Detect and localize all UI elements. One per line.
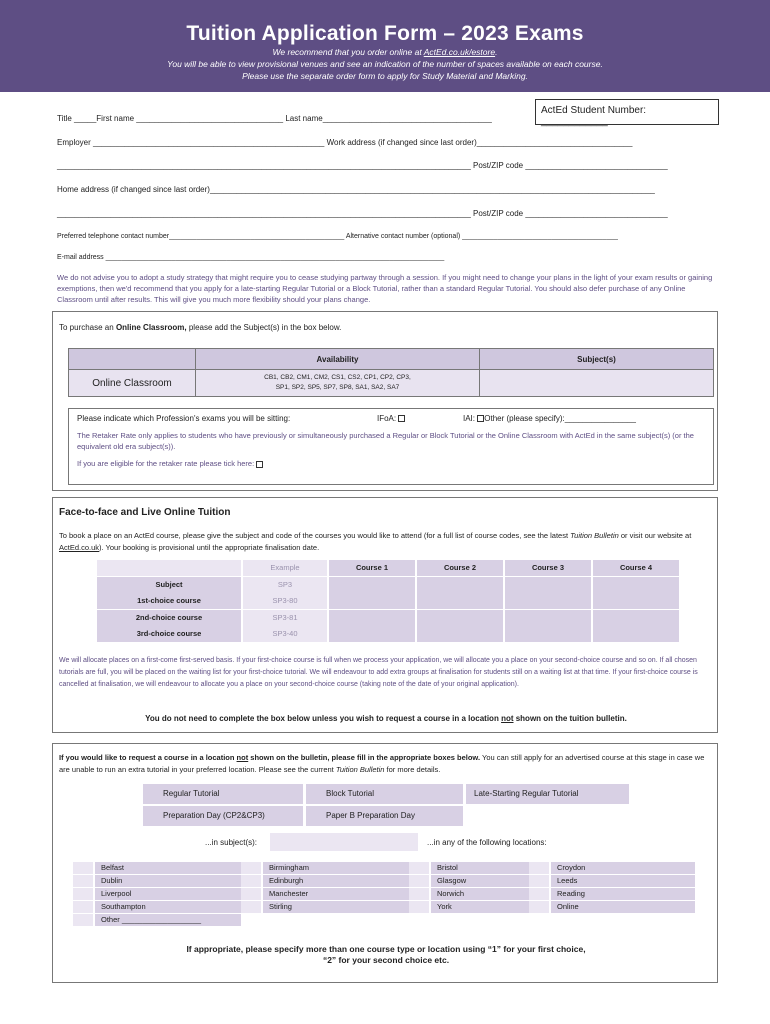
header-line-3: Please use the separate order form to apply for Study Material and Marking. <box>242 71 528 81</box>
location-preference-box[interactable] <box>73 888 93 900</box>
location-preference-box[interactable] <box>409 862 429 874</box>
location-option: York <box>431 901 529 913</box>
ifoa-checkbox[interactable] <box>398 415 405 422</box>
location-note: You do not need to complete the box below unless you wish to request a course in a location not shown on the tuition bulletin. <box>145 714 627 723</box>
phone-fields[interactable]: Preferred telephone contact number_____________________________________________ Alternative contact number (optional) ________________________________________ <box>57 233 618 240</box>
course-type-grid <box>143 784 629 826</box>
course-input-cell[interactable] <box>505 593 591 609</box>
course-input-cell[interactable] <box>329 626 415 642</box>
online-classroom-label: Online Classroom <box>69 370 196 397</box>
in-locations-label: ...in any of the following locations: <box>427 838 547 847</box>
location-option: Stirling <box>263 901 409 913</box>
example-cell: SP3-81 <box>243 610 327 626</box>
retaker-tick[interactable]: If you are eligible for the retaker rate please tick here: <box>77 459 263 468</box>
availability-header: Availability <box>196 349 480 370</box>
course-input-cell[interactable] <box>505 610 591 626</box>
location-option: Reading <box>551 888 695 900</box>
course-header-4: Course 4 <box>593 560 679 576</box>
course-header-3: Course 3 <box>505 560 591 576</box>
request-intro: If you would like to request a course in a location not shown on the bulletin, please fill in the appropriate boxes below. You can still apply for an advertised course at this stage in case we are unable to run an extra tutorial in your preferred location. Please see the current Tuition Bulletin for more details. <box>59 753 705 774</box>
location-option: Glasgow <box>431 875 529 887</box>
course-row-label: Subject <box>97 577 241 593</box>
course-row-label: 2nd-choice course <box>97 610 241 626</box>
location-option: Southampton <box>95 901 241 913</box>
form-title: Tuition Application Form – 2023 Exams <box>186 22 584 45</box>
availability-cell: CB1, CB2, CM1, CM2, CS1, CS2, CP1, CP2, CP3, SP1, SP2, SP5, SP7, SP8, SA1, SA2, SA7 <box>196 370 480 397</box>
course-input-cell[interactable] <box>593 593 679 609</box>
header-line-2: You will be able to view provisional venues and see an indication of the number of spaces available on each course. <box>167 59 603 69</box>
course-input-cell[interactable] <box>417 577 503 593</box>
course-grid <box>97 560 693 641</box>
form-header <box>0 0 770 92</box>
location-preference-box[interactable] <box>529 888 549 900</box>
course-row-label: 1st-choice course <box>97 593 241 609</box>
course-row-label: 3rd-choice course <box>97 626 241 642</box>
online-classroom-subjects-input[interactable] <box>480 370 714 397</box>
work-address-field[interactable]: _____________________________________________________________________________________________ Post/ZIP code ________________________________ <box>57 161 668 170</box>
type-block-tutorial[interactable]: Block Tutorial <box>306 784 463 804</box>
course-input-cell[interactable] <box>329 577 415 593</box>
grid-corner <box>97 560 241 576</box>
in-subjects-label: ...in subject(s): <box>205 838 258 847</box>
profession-box <box>68 408 714 485</box>
location-option: Croydon <box>551 862 695 874</box>
location-option: Leeds <box>551 875 695 887</box>
course-input-cell[interactable] <box>505 577 591 593</box>
location-preference-box[interactable] <box>73 901 93 913</box>
example-cell: SP3 <box>243 577 327 593</box>
subjects-header: Subject(s) <box>480 349 714 370</box>
retaker-checkbox[interactable] <box>256 461 263 468</box>
course-input-cell[interactable] <box>505 626 591 642</box>
location-option: Belfast <box>95 862 241 874</box>
location-option: Birmingham <box>263 862 409 874</box>
location-preference-box[interactable] <box>73 875 93 887</box>
location-preference-box[interactable] <box>529 901 549 913</box>
location-preference-box[interactable] <box>73 914 93 926</box>
location-preference-box[interactable] <box>409 901 429 913</box>
location-option: Liverpool <box>95 888 241 900</box>
online-classroom-intro: To purchase an Online Classroom, please add the Subject(s) in the box below. <box>59 323 342 332</box>
location-option: Bristol <box>431 862 529 874</box>
location-option: Edinburgh <box>263 875 409 887</box>
course-input-cell[interactable] <box>593 577 679 593</box>
subjects-input[interactable] <box>270 833 418 851</box>
location-preference-box[interactable] <box>529 862 549 874</box>
iai-option[interactable]: IAI: Other (please specify):________________ <box>463 414 636 423</box>
name-fields[interactable]: Title _____First name _________________________________ Last name______________________________________ <box>57 114 492 123</box>
advice-text: We do not advise you to adopt a study strategy that might require you to cease studying partway through a session. If you might need to change your plans in the light of your exam results or gaining exemptions, then we'd recommend that you apply for a late-starting Regular Tutorial or a Block Tutorial, rather than a standard Regular Tutorial. You should also defer purchase of any Online Classroom until after results. This will give you much more flexibility should your plans change. <box>57 273 713 304</box>
example-cell: SP3-40 <box>243 626 327 642</box>
retaker-text: The Retaker Rate only applies to students who have previously or simultaneously purchased a Regular or Block Tutorial or the Online Classroom with ActEd in the same subject(s) (or the equivalent old era subject(s)). <box>77 431 694 451</box>
allocation-text: We will allocate places on a first-come first-served basis. If your first-choice course is full when we process your application, we will allocate you a place on your second-choice course and so on. If all chosen tutorials are full, you will be placed on the waiting list for your first-choice tutorial. We will endeavour to add extra groups at finalisation for students still on a waiting list at that time. If your first-choice course is cancelled at finalisation, we will endeavour to allocate you a place on your second-choice course (taking note of the date of your original application). <box>59 657 698 688</box>
type-late-starting-tutorial[interactable]: Late-Starting Regular Tutorial <box>466 784 629 804</box>
face-to-face-heading: Face-to-face and Live Online Tuition <box>59 507 231 518</box>
location-option: Norwich <box>431 888 529 900</box>
request-section <box>52 743 718 983</box>
course-header-1: Course 1 <box>329 560 415 576</box>
employer-field[interactable]: Employer ____________________________________________________ Work address (if changed since last order)___________________________________ <box>57 138 633 147</box>
course-input-cell[interactable] <box>417 626 503 642</box>
example-cell: SP3-80 <box>243 593 327 609</box>
type-preparation-day[interactable]: Preparation Day (CP2&CP3) <box>143 806 303 826</box>
course-input-cell[interactable] <box>417 593 503 609</box>
profession-label: Please indicate which Profession's exams you will be sitting: <box>77 414 291 423</box>
location-option: Dublin <box>95 875 241 887</box>
locations-grid <box>73 862 695 930</box>
type-paper-b-day[interactable]: Paper B Preparation Day <box>306 806 463 826</box>
location-preference-box[interactable] <box>73 862 93 874</box>
ifoa-option[interactable]: IFoA: <box>377 414 405 423</box>
location-preference-box[interactable] <box>529 875 549 887</box>
course-header-2: Course 2 <box>417 560 503 576</box>
type-regular-tutorial[interactable]: Regular Tutorial <box>143 784 303 804</box>
location-preference-box[interactable] <box>241 862 261 874</box>
course-input-cell[interactable] <box>593 610 679 626</box>
student-number-field[interactable]: ActEd Student Number: ____________ <box>535 99 719 125</box>
location-preference-box[interactable] <box>409 888 429 900</box>
course-input-cell[interactable] <box>329 593 415 609</box>
location-preference-box[interactable] <box>241 901 261 913</box>
footer-instructions: If appropriate, please specify more than one course type or location using “1” for your first choice, “2” for your second choice etc. <box>186 944 586 965</box>
location-preference-box[interactable] <box>409 875 429 887</box>
course-input-cell[interactable] <box>417 610 503 626</box>
online-classroom-section <box>52 311 718 491</box>
location-option: Other ___________________ <box>95 914 241 926</box>
home-postcode-field[interactable]: _____________________________________________________________________________________________ Post/ZIP code ________________________________ <box>57 209 668 218</box>
example-header: Example <box>243 560 327 576</box>
estore-link[interactable]: ActEd.co.uk/estore <box>423 47 496 57</box>
online-classroom-table <box>68 348 714 397</box>
home-address-field[interactable]: Home address (if changed since last order)____________________________________________________________________________________________________ <box>57 185 655 194</box>
acted-link[interactable]: ActEd.co.uk <box>59 543 100 552</box>
location-preference-box[interactable] <box>241 875 261 887</box>
location-option: Online <box>551 901 695 913</box>
location-option: Manchester <box>263 888 409 900</box>
course-input-cell[interactable] <box>593 626 679 642</box>
email-field[interactable]: E-mail address _______________________________________________________________________________________ <box>57 254 445 261</box>
face-to-face-intro: To book a place on an ActEd course, please give the subject and code of the courses you would like to attend (for a full list of course codes, see the latest Tuition Bulletin or visit our website at ActEd.co.uk). Your booking is provisional until the appropriate finalisation date. <box>59 531 692 552</box>
location-preference-box[interactable] <box>241 888 261 900</box>
header-line-1: We recommend that you order online at ActEd.co.uk/estore. <box>272 47 498 57</box>
face-to-face-section <box>52 497 718 733</box>
course-input-cell[interactable] <box>329 610 415 626</box>
